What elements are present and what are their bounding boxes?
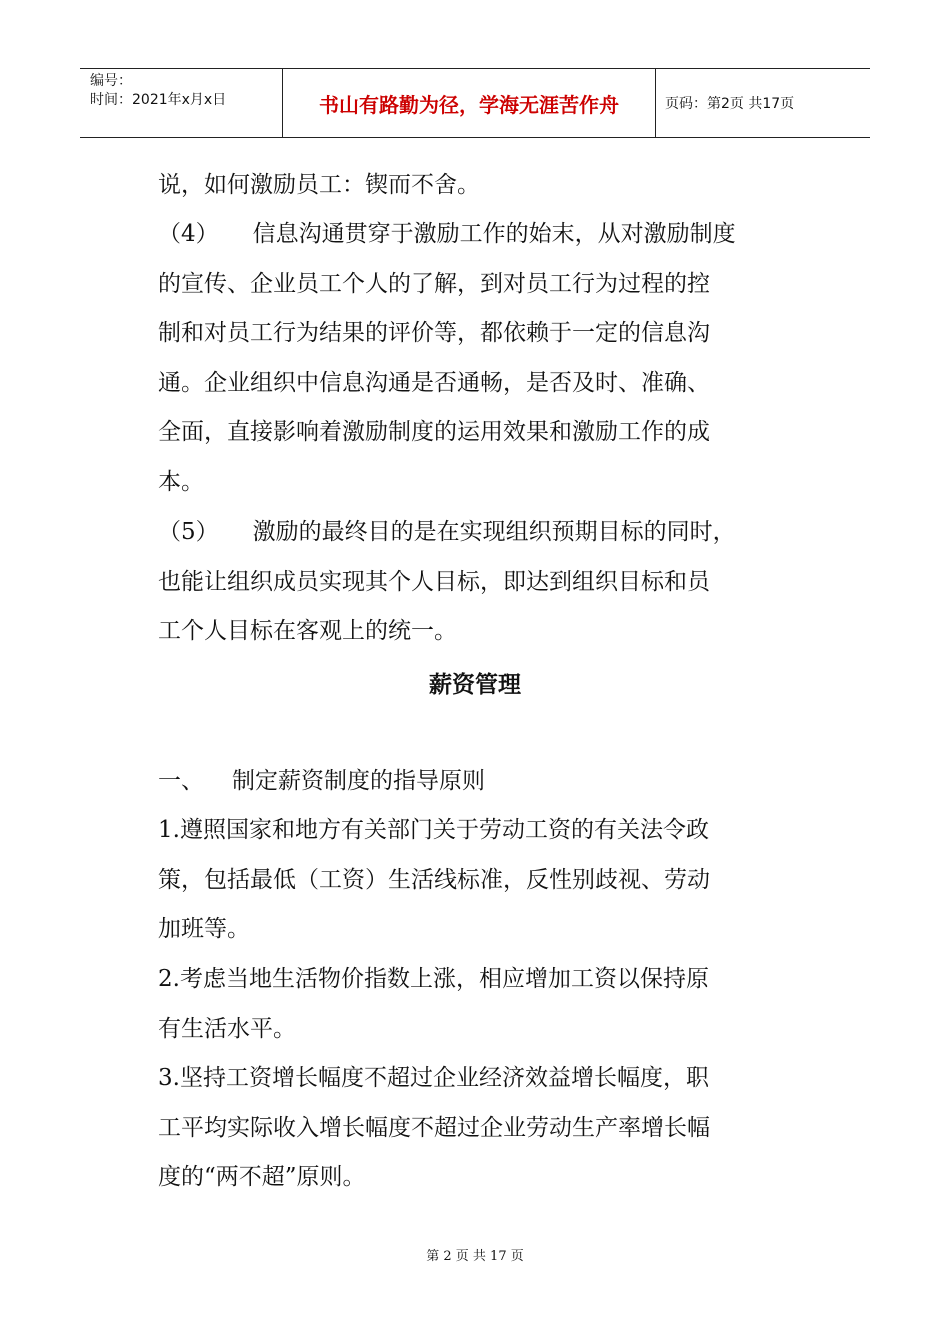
header-divider: [655, 69, 656, 137]
page-footer: 第 2 页 共 17 页: [426, 1249, 524, 1264]
section-title: 薪资管理: [429, 672, 521, 698]
text-line: 也能让组织成员实现其个人目标，即达到组织目标和员: [158, 568, 710, 595]
text-line: 度的“两不超”原则。: [158, 1164, 366, 1190]
item-number: （4）: [158, 221, 219, 247]
rule-1: [158, 806, 794, 955]
text-line: （4） 信息沟通贯穿于激励工作的始末，从对激励制度: [158, 221, 736, 247]
header-motto: 书山有路勤为径，学海无涯苦作舟: [319, 92, 619, 117]
rule-2: [158, 955, 794, 1054]
text-line: 1.遵照国家和地方有关部门关于劳动工资的有关法令政: [158, 817, 709, 843]
header-page-info: 页码：第2页 共17页: [665, 96, 795, 112]
date-line: 时间：2021年x月x日: [90, 92, 227, 108]
sub-number: 一、: [158, 768, 204, 794]
text-line: 通。企业组织中信息沟通是否通畅，是否及时、准确、: [158, 369, 710, 396]
text-line: 2.考虑当地生活物价指数上涨，相应增加工资以保持原: [158, 966, 709, 992]
text-line: 加班等。: [158, 916, 250, 942]
item-4: [158, 210, 794, 507]
text-line: 3.坚持工资增长幅度不超过企业经济效益增长幅度，职: [158, 1065, 709, 1091]
sub-heading: [158, 757, 794, 807]
item-number: （5）: [158, 519, 219, 545]
item-5: [158, 508, 794, 657]
text-line: 工平均实际收入增长幅度不超过企业劳动生产率增长幅: [158, 1114, 710, 1141]
serial-label: 编号：: [90, 73, 132, 89]
text-line: （5） 激励的最终目的是在实现组织预期目标的同时，: [158, 519, 736, 545]
text-line: 一、 制定薪资制度的指导原则: [158, 768, 485, 794]
text-line: 本。: [158, 468, 204, 495]
text-line: 全面，直接影响着激励制度的运用效果和激励工作的成: [158, 419, 710, 445]
header-divider: [282, 69, 283, 137]
text-line: 有生活水平。: [158, 1015, 296, 1042]
text-line: 工个人目标在客观上的统一。: [158, 618, 457, 644]
text-line: 说，如何激励员工：锲而不舍。: [158, 172, 480, 198]
text-line: 制和对员工行为结果的评价等，都依赖于一定的信息沟: [158, 320, 710, 346]
page-header: [80, 68, 870, 138]
text-line: 的宣传、企业员工个人的了解，到对员工行为过程的控: [158, 270, 710, 297]
text-line: 策，包括最低（工资）生活线标准，反性别歧视、劳动: [158, 866, 710, 893]
paragraph-continuation: [158, 161, 794, 211]
header-meta: [90, 72, 226, 110]
rule-3: [158, 1054, 794, 1203]
